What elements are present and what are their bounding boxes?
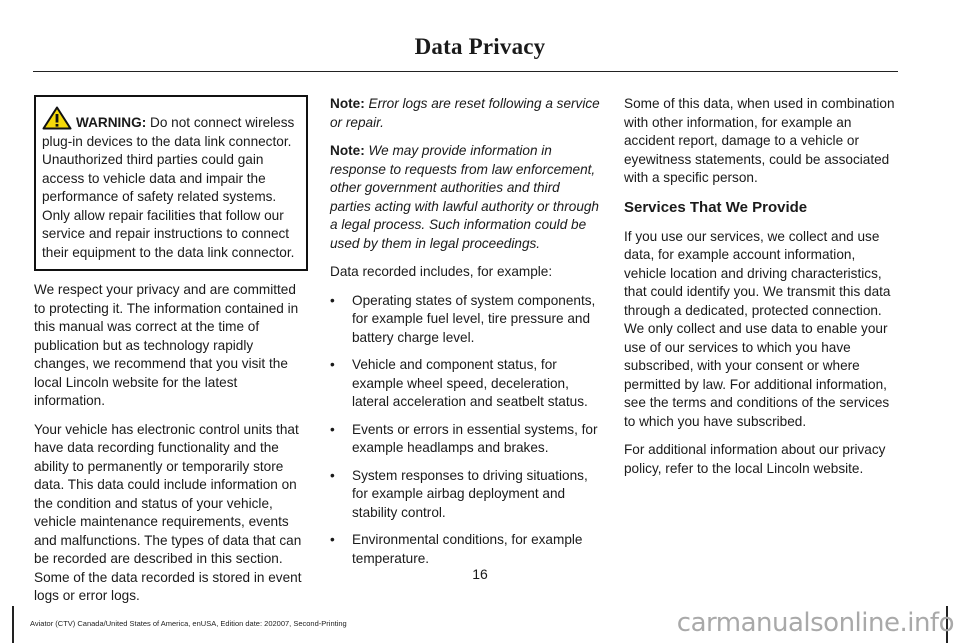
warning-label: WARNING: — [76, 115, 147, 130]
bullet-glyph: • — [330, 421, 335, 437]
paragraph-data-combination: Some of this data, when used in combination with other information, for example an accident report, damage to a vehicle or eyewitness statements, could be associated with a specific person. — [624, 96, 895, 185]
paragraph-control-units: Your vehicle has electronic control units that have data recording functionality and the ability to permanently or temporarily store data. This data could include information on the condition and status of your vehicle, vehicle maintenance requirements, events and malfunctions. The types of data that can be recorded are described in this section. Some of the data recorded is stored in event logs or error logs. — [34, 421, 302, 603]
note-text: Error logs are reset following a service or repair. — [330, 96, 600, 130]
paragraph-services: If you use our services, we collect and use data, for example account information, vehicle location and driving characteristics, that could identify you. We transmit this data through a dedicated, protected connection. We only collect and use data to enable your use of our services to which you have subscribed, with your consent or where permitted by law. For additional information, see the terms and conditions of the services to which you have subscribed. — [624, 228, 891, 429]
list-item-text: Events or errors in essential systems, for example headlamps and brakes. — [352, 421, 598, 455]
list-item — [330, 356, 602, 412]
list-item-text: Environmental conditions, for example temperature. — [352, 532, 583, 566]
warning-box — [34, 95, 308, 271]
warning-body: Do not connect wireless plug-in devices to the data link connector. Unauthorized third parties could gain access to vehicle data and impair the performance of safety related systems. Only allow repair facilities that follow our service and repair instructions to connect their equipment to the data link connector. — [42, 115, 295, 260]
list-item — [330, 531, 602, 568]
list-item — [330, 292, 602, 348]
bullet-glyph: • — [330, 532, 335, 547]
note-error-logs — [330, 95, 602, 132]
list-item-text: System responses to driving situations, for example airbag deployment and stability control. — [352, 467, 588, 520]
edition-footer: Aviator (CTV) Canada/United States of America, enUSA, Edition date: 202007, Second-Printing — [30, 619, 347, 628]
warning-text — [42, 106, 302, 262]
column-1 — [34, 95, 308, 616]
note-label: Note: — [330, 143, 365, 158]
crop-mark-left — [12, 606, 14, 643]
bullet-glyph: • — [330, 357, 335, 372]
section-heading-services: Services That We Provide — [624, 198, 808, 216]
watermark: carmanualsonline.info — [676, 608, 954, 638]
page-number: 16 — [472, 566, 488, 582]
data-recorded-intro: Data recorded includes, for example: — [330, 264, 553, 279]
warning-triangle-icon — [42, 106, 72, 130]
column-2 — [330, 95, 602, 578]
list-item — [330, 467, 602, 523]
list-item-text: Vehicle and component status, for example wheel speed, deceleration, lateral acceleration and seatbelt status. — [352, 357, 588, 409]
list-item-text: Operating states of system components, for example fuel level, tire pressure and battery charge level. — [352, 292, 596, 345]
bullet-glyph: • — [330, 292, 335, 308]
bullet-glyph: • — [330, 467, 335, 483]
page-title: Data Privacy — [414, 34, 546, 59]
paragraph-privacy-policy: For additional information about our privacy policy, refer to the local Lincoln website. — [624, 442, 886, 476]
paragraph-privacy: We respect your privacy and are committed to protecting it. The information contained in this manual was correct at the time of publication but as technology rapidly changes, we recommend that you visit the local Lincoln website for the latest information. — [34, 282, 299, 408]
list-item — [330, 421, 602, 458]
data-recorded-list — [330, 292, 602, 569]
note-label: Note: — [330, 96, 365, 111]
header-rule — [33, 71, 898, 72]
note-law-enforcement — [330, 142, 602, 253]
column-3 — [624, 95, 898, 488]
note-text: We may provide information in response to requests from law enforcement, other government authorities and third parties acting with lawful authority or through a legal process. Such information could be used by them in legal proceedings. — [330, 143, 599, 251]
